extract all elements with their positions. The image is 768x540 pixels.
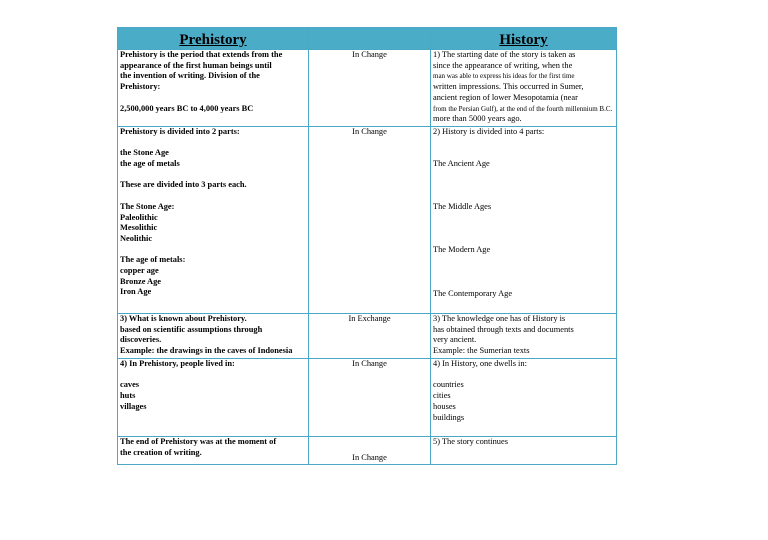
header-cell-empty: [309, 28, 431, 50]
cell-line: The Stone Age:: [120, 201, 175, 211]
cell-line: Neolithic: [120, 233, 153, 243]
comparison-table: [117, 27, 617, 465]
cell-line: 5) The story continues: [433, 437, 508, 446]
cell-line: the invention of writing. Division of the: [120, 71, 260, 81]
cell-line: 4) In Prehistory, people lived in:: [120, 359, 235, 368]
relation-cell: In Change: [309, 50, 431, 127]
relation-cell: In Change: [309, 359, 431, 437]
cell-line: more than 5000 years ago.: [433, 114, 522, 124]
cell-line: ancient region of lower Mesopotamia (near: [433, 92, 578, 102]
cell-line: 1) The starting date of the story is taken as: [433, 50, 576, 59]
cell-line: Mesolithic: [120, 223, 158, 233]
cell-line: the Stone Age: [120, 148, 169, 158]
header-history: History: [499, 32, 548, 48]
cell-line: Bronze Age: [120, 276, 162, 286]
cell-line: 2) History is divided into 4 parts:: [433, 127, 545, 136]
history-cell: [431, 437, 617, 465]
table-row: [118, 437, 617, 465]
prehistory-cell: [118, 314, 309, 359]
relation-cell: In Change: [309, 437, 431, 465]
prehistory-cell: [118, 437, 309, 465]
cell-line: The Ancient Age: [433, 159, 490, 169]
cell-line: The age of metals:: [120, 255, 186, 265]
cell-line: 4) In History, one dwells in:: [433, 359, 527, 368]
cell-line: copper age: [120, 266, 159, 276]
cell-line: from the Persian Gulf), at the end of the fourth millennium B.C.: [433, 104, 613, 113]
cell-line: Prehistory is the period that extends from the: [120, 50, 283, 59]
cell-line: 3) The knowledge one has of History is: [433, 314, 566, 323]
header-cell-prehistory: [118, 28, 309, 50]
cell-line: buildings: [433, 412, 465, 422]
cell-line: since the appearance of writing, when the: [433, 60, 573, 70]
cell-line: These are divided into 3 parts each.: [120, 180, 247, 190]
history-cell: [431, 50, 617, 127]
prehistory-cell: [118, 50, 309, 127]
header-prehistory: Prehistory: [179, 32, 247, 48]
cell-line: The Contemporary Age: [433, 289, 513, 299]
cell-line: countries: [433, 380, 464, 390]
cell-line: Prehistory:: [120, 82, 161, 92]
cell-line: caves: [120, 380, 140, 390]
cell-line: Example: the drawings in the caves of Indonesia: [120, 346, 293, 356]
cell-line: The end of Prehistory was at the moment of: [120, 437, 277, 446]
history-cell: [431, 314, 617, 359]
table-row: [118, 314, 617, 359]
cell-line: huts: [120, 391, 136, 401]
prehistory-cell: [118, 359, 309, 437]
cell-line: The Middle Ages: [433, 201, 492, 211]
cell-line: written impressions. This occurred in Sumer,: [433, 82, 584, 92]
cell-line: man was able to express his ideas for the first time: [433, 72, 575, 81]
cell-line: villages: [120, 401, 147, 411]
cell-line: The Modern Age: [433, 244, 491, 254]
cell-line: appearance of the first human beings until: [120, 60, 272, 70]
cell-line: Prehistory is divided into 2 parts:: [120, 127, 240, 136]
cell-line: 2,500,000 years BC to 4,000 years BC: [120, 103, 254, 113]
cell-line: based on scientific assumptions through: [120, 324, 263, 334]
relation-cell: In Change: [309, 127, 431, 314]
relation-cell: In Exchange: [309, 314, 431, 359]
cell-line: Paleolithic: [120, 212, 158, 222]
history-cell: [431, 359, 617, 437]
cell-line: discoveries.: [120, 335, 162, 345]
table-row: [118, 127, 617, 314]
prehistory-cell: [118, 127, 309, 314]
table-row: [118, 50, 617, 127]
cell-line: very ancient.: [433, 335, 477, 345]
header-cell-history: [431, 28, 617, 50]
cell-line: has obtained through texts and documents: [433, 324, 574, 334]
table-header-row: [118, 28, 617, 50]
cell-line: cities: [433, 391, 451, 401]
cell-line: the creation of writing.: [120, 447, 202, 457]
cell-line: 3) What is known about Prehistory.: [120, 314, 247, 323]
table-row: [118, 359, 617, 437]
cell-line: Example: the Sumerian texts: [433, 346, 530, 356]
cell-line: the age of metals: [120, 159, 180, 169]
cell-line: houses: [433, 401, 456, 411]
cell-line: Iron Age: [120, 287, 152, 297]
history-cell: [431, 127, 617, 314]
